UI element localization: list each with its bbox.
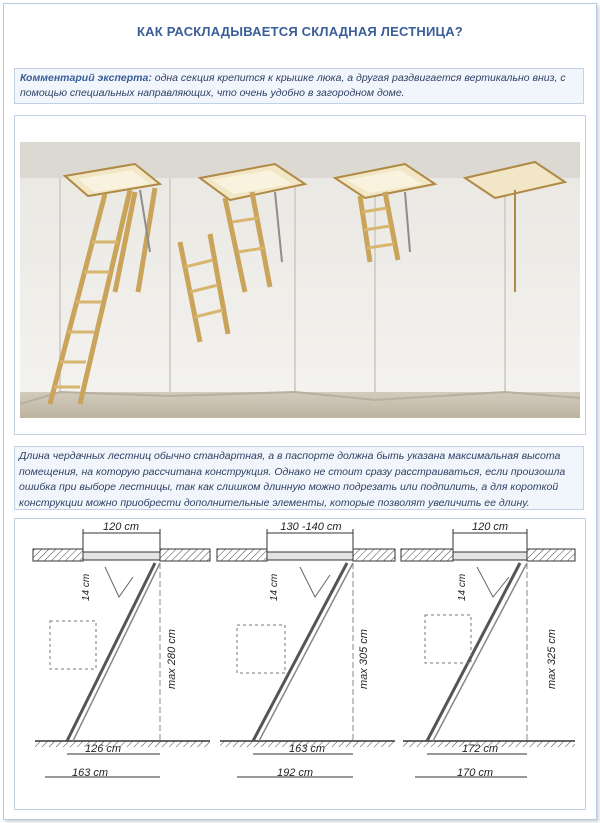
diagram-3-base1-label: 172 cm: [461, 743, 499, 755]
diagram-3: [401, 521, 575, 779]
photo-panel: [14, 115, 586, 435]
dimension-diagrams: [14, 518, 586, 810]
diagram-2: [217, 521, 395, 779]
comment-text: одна секция крепится к крышке люка, а другая раздвигается вертикально вниз, с помощью специальных направляющих, что очень удобно в загородном доме.: [20, 72, 566, 99]
diagram-1-top-label: 120 cm: [102, 521, 140, 533]
diagram-2-top-label: 130 -140 cm: [280, 521, 342, 533]
comment-lead: Комментарий эксперта:: [20, 72, 152, 84]
diagram-2-base1-label: 163 cm: [288, 743, 326, 755]
diagram-3-gap-label: 14 cm: [457, 573, 468, 601]
diagram-canvas: [15, 519, 585, 809]
diagram-3-base2-label: 170 cm: [456, 767, 494, 779]
page-title: КАК РАСКЛАДЫВАЕТСЯ СКЛАДНАЯ ЛЕСТНИЦА?: [137, 24, 463, 39]
diagram-2-height-label: max 305 cm: [358, 629, 370, 689]
diagram-1: [33, 521, 210, 779]
ladder-photo: [20, 142, 580, 418]
expert-comment: [14, 68, 584, 104]
diagram-3-top-label: 120 cm: [471, 521, 509, 533]
diagram-3-height-label: max 325 cm: [546, 629, 558, 689]
description: Длина чердачных лестниц обычно стандартная, а в паспорте должна быть указана максимальная высота помещения, на которую рассчитана конструкция. Однако не стоит сразу расстраиваться, если произошла ошибка при выборе лестницы, так как слишком длинную можно подрезать или подпилить, а для короткой конструкции можно приобрести дополнительные элементы, которые позволят увеличить ее длину.: [14, 446, 584, 510]
diagram-1-height-label: max 280 cm: [166, 629, 178, 689]
diagram-2-base2-label: 192 cm: [276, 767, 314, 779]
diagram-1-base2-label: 163 cm: [71, 767, 109, 779]
diagram-1-gap-label: 14 cm: [81, 573, 92, 601]
diagram-2-gap-label: 14 cm: [269, 573, 280, 601]
diagram-1-base1-label: 126 cm: [84, 743, 122, 755]
